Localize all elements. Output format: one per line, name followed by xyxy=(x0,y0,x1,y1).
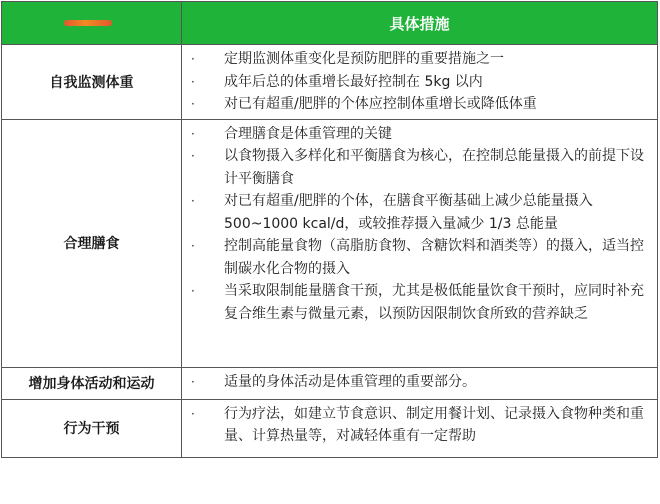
category-cell: 增加身体活动和运动 xyxy=(2,367,182,399)
list-item xyxy=(182,93,649,116)
measures-cell xyxy=(182,119,658,367)
bullet-icon: · xyxy=(191,74,195,89)
list-item-text: 成年后总的体重增长最好控制在 5kg 以内 xyxy=(224,73,483,90)
category-cell: 合理膳食 xyxy=(2,119,182,367)
logo-bar-icon xyxy=(64,20,112,26)
list-item-text: 定期监测体重变化是预防肥胖的重要措施之一 xyxy=(224,51,504,67)
category-cell: 行为干预 xyxy=(2,399,182,457)
table-row-behavior xyxy=(2,399,658,457)
list-item xyxy=(182,48,649,71)
table-row-self-monitoring xyxy=(2,45,658,120)
list-item-text: 适量的身体活动是体重管理的重要部分。 xyxy=(224,373,476,390)
bullet-icon: · xyxy=(191,97,195,111)
list-item xyxy=(182,403,649,448)
list-item xyxy=(182,123,649,146)
bullet-icon: · xyxy=(191,126,195,141)
list-item-text: 以食物摄入多样化和平衡膳食为核心，在控制总能量摄入的前提下设计平衡膳食 xyxy=(224,148,644,187)
list-item xyxy=(182,190,649,235)
list-item-text: 合理膳食是体重管理的关键 xyxy=(224,125,392,142)
measures-cell xyxy=(182,367,658,399)
list-item-text: 行为疗法，如建立节食意识、制定用餐计划、记录摄入食物种类和重量、计算热量等，对减轻体重有一定帮助 xyxy=(224,405,644,444)
table-row-diet xyxy=(2,119,658,367)
list-item xyxy=(182,280,649,325)
measure-list xyxy=(182,45,657,119)
bullet-icon: · xyxy=(191,52,195,66)
measure-list xyxy=(182,368,657,397)
bullet-icon: · xyxy=(191,194,195,208)
measures-cell xyxy=(182,45,658,120)
header-title: 具体措施 xyxy=(182,2,658,45)
bullet-icon: · xyxy=(191,374,195,389)
measure-list xyxy=(182,400,657,451)
category-cell: 自我监测体重 xyxy=(2,45,182,120)
list-item-text: 当采取限制能量膳食干预，尤其是极低能量饮食干预时，应同时补充复合维生素与微量元素，以预防因限制饮食所致的营养缺乏 xyxy=(224,283,644,322)
measures-cell xyxy=(182,399,658,457)
list-item xyxy=(182,371,649,394)
list-item-text: 控制高能量食物（高脂肪食物、含糖饮料和酒类等）的摄入，适当控制碳水化合物的摄入 xyxy=(224,238,644,277)
header-logo-cell xyxy=(2,2,182,45)
measure-list xyxy=(182,120,657,329)
bullet-icon: · xyxy=(191,406,195,421)
list-item xyxy=(182,145,649,190)
list-item xyxy=(182,71,649,94)
bullet-icon: · xyxy=(191,149,195,163)
bullet-icon: · xyxy=(191,239,195,253)
bullet-icon: · xyxy=(191,284,195,298)
header-row xyxy=(2,2,658,45)
measures-table xyxy=(1,1,658,458)
list-item xyxy=(182,235,649,280)
list-item-text: 对已有超重/肥胖的个体应控制体重增长或降低体重 xyxy=(224,96,537,112)
table-row-activity xyxy=(2,367,658,399)
list-item-text: 对已有超重/肥胖的个体，在膳食平衡基础上减少总能量摄入 500~1000 kcal/d，或较推荐摄入量减少 1/3 总能量 xyxy=(224,193,593,232)
